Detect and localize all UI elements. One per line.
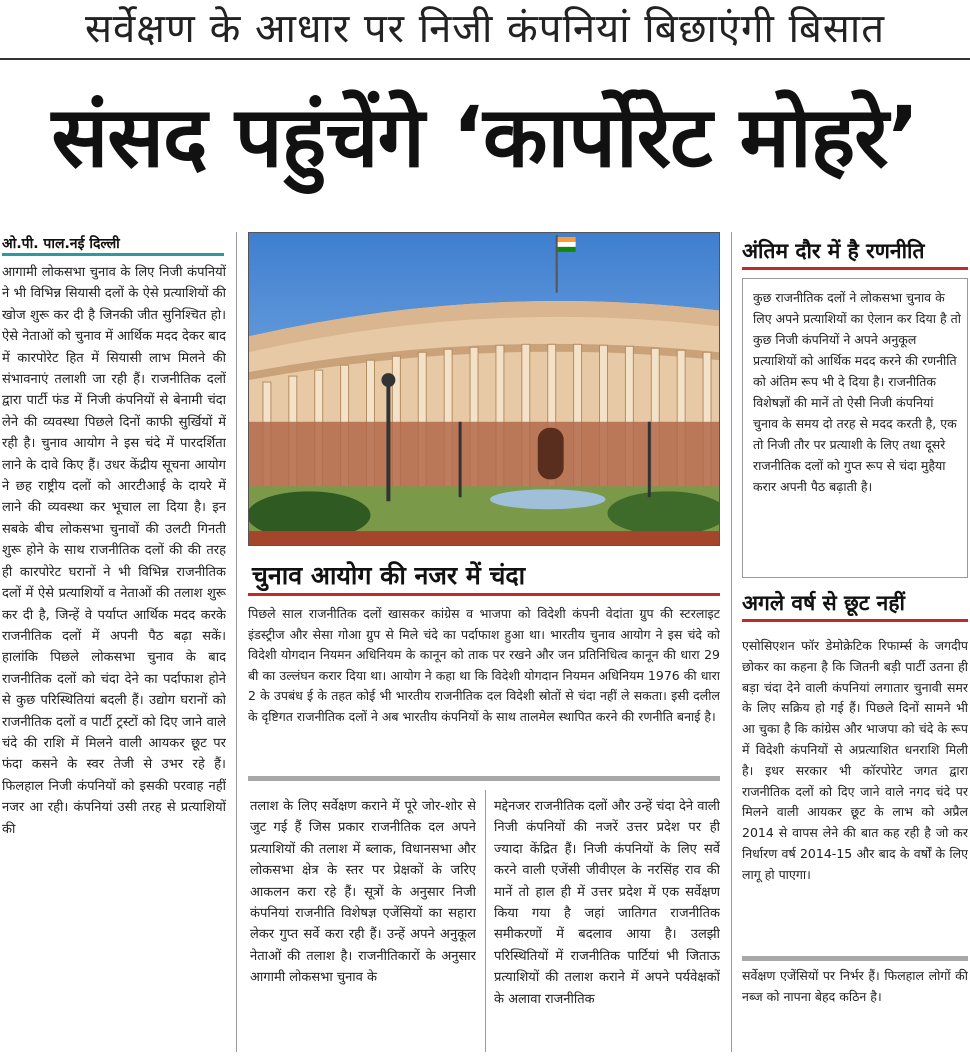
sidebar-text-1: कुछ राजनीतिक दलों ने लोकसभा चुनाव के लिए अपने प्रत्याशियों का ऐलान कर दिया है तो कुछ निजी कंपनियों ने अपने अनुकूल प्रत्याशियों को आर्थिक मदद करने की रणनीति को अंतिम रूप भी दे दिया है। राजनीतिक विशेषज्ञों की मानें तो ऐसी निजी कंपनियां चुनाव के समय दो तरह से मदद करती है, एक तो निजी तौर पर प्रत्याशी के लिए तथा दूसरे राजनीतिक दलों को गुप्त रूप से चंदा मुहैया करार अपनी पैठ बढ़ाती है। [753,290,961,494]
parliament-building-image [249,233,719,545]
column-divider [236,232,237,1052]
main-headline: संसद पहुंचेंगे ‘कार्पोरेट मोहरे’ [51,88,919,186]
kicker-headline: सर्वेक्षण के आधार पर निजी कंपनियां बिछाएंगी बिसात [84,6,886,52]
sidebar-heading-2: अगले वर्ष से छूट नहीं [742,584,968,622]
middle-column-2-text: मद्देनजर राजनीतिक दलों और उन्हें चंदा देने वाली निजी कंपनियों की नजरें उत्तर प्रदेश पर ही ज्यादा केंद्रित हैं। निजी कंपनियों के लिए सर्वे करने वाली एजेंसी जीवीएल के नरसिंह राव की मानें तो हाल ही में उत्तर प्रदेश में एक सर्वेक्षण किया गया है जहां जातिगत राजनीतिक समीकरणों में बदलाव आया है। उलझी परिस्थितियों में राजनीतिक पार्टियां भी जिताऊ प्रत्याशियों की तलाश कराने में अपने पर्यवेक्षकों के अलावा राजनीतिक [494,799,720,1007]
middle-column-1-text: तलाश के लिए सर्वेक्षण कराने में पूरे जोर-शोर से जुट गई हैं जिस प्रकार राजनीतिक दल अपने प्रत्याशियों की तलाश में ब्लाक, विधानसभा और लोकसभा क्षेत्र के स्तर पर प्रेक्षकों के जरिए आकलन करा रहे हैं। सूत्रों के अनुसार निजी कंपनियां राजनीति विशेषज्ञ एजेंसियों का सहारा लेकर गुप्त सर्वे करा रही हैं। उन्हें अपने अनुकूल नेताओं की तलाश है। राजनीतिकारों के अनुसार आगामी लोकसभा चुनाव के [250,799,476,986]
sidebar-text-3: सर्वेक्षण एजेंसियों पर निर्भर हैं। फिलहाल लोगों की नब्ज को नापना बेहद कठिन है। [742,968,968,1004]
column-divider [731,232,732,1052]
sidebar-box-1 [742,278,968,578]
box-text: पिछले साल राजनीतिक दलों खासकर कांग्रेस व भाजपा को विदेशी कंपनी वेदांता ग्रुप की स्टरलाइट इंडस्ट्रीज और सेसा गोआ ग्रुप से मिले चंदे का पर्दाफाश हुआ था। भारतीय चुनाव आयोग ने इस चंदे को विदेशी योगदान नियमन अधिनियम के कानून को ताक पर रखने और जन प्रतिनिधित्व कानून की धारा 29 बी का उल्लंघन करार दिया था। आयोग ने कहा था कि विदेशी योगदान नियमन अधिनियम 1976 की धारा 2 के उपबंध ई के तहत कोई भी भारतीय राजनीतिक दल विदेशी स्रोतों से चंदा नहीं ले सकता। इसी दलील के दृष्टिगत राजनीतिक दलों ने अब भारतीय कंपनियों के साथ तालमेल स्थापित करने की रणनीति बनाई है। [248,606,720,724]
horizontal-rule [742,956,968,961]
column-divider [485,790,486,1052]
parliament-photo [248,232,720,546]
sidebar-heading-1: अंतिम दौर में है रणनीति [742,232,968,270]
byline: ओ.पी. पाल.नई दिल्ली [2,232,224,256]
sidebar-text-2: एसोसिएशन फॉर डेमोक्रेटिक रिफार्म्स के जगदीप छोकर का कहना है कि जितनी बड़ी पार्टी उतना ही बड़ा चंदा देने वाली कंपनियां लगातार चुनावी समर के लिए सक्रिय हो गई हैं। पिछले दिनों सामने भी आ चुका है कि कांग्रेस और भाजपा को चंदे के रूप में विदेशी कंपनियों से अप्रत्याशित धनराशि मिली है। इधर सरकार भी कॉरपोरेट जगत द्वारा राजनीतिक दलों को दिए जाने वाले नगद चंदे पर मिलने वाली आयकर छूट के लाभ को अप्रैल 2014 से वापस लेने की बात कह रही है जो कर निर्धारण वर्ष 2014-15 और बाद के वर्षों के लिए लागू हो पाएगा। [742,638,968,882]
left-column-text: आगामी लोकसभा चुनाव के लिए निजी कंपनियों ने भी विभिन्न सियासी दलों के ऐसे प्रत्याशियों की खोज शुरू कर दी है जिनकी जीत सुनिश्चित हो। ऐसे नेताओं को चुनाव में आर्थिक मदद देकर बाद में कारपोरेट हित में सियासी लाभ मिलने की संभावनाएं तलाशी जा रही हैं। राजनीतिक दलों द्वारा पार्टी फंड में निजी कंपनियों से बेनामी चंदा लेने की व्यवस्था पिछले दिनों काफी सुर्खियों में रही है। चुनाव आयोग ने इस चंदे में पारदर्शिता लाने के दावे किए हैं। उधर केंद्रीय सूचना आयोग ने छह राष्ट्रीय दलों को आरटीआई के दायरे में लाने की व्यवस्था कर भूचाल ला दिया है। इन सबके बीच लोकसभा चुनावों की उलटी गिनती शुरू होने के साथ राजनीतिक दलों की की तरह ही कारपोरेट घरानों ने भी विभिन्न राजनीतिक दलों में ऐसे प्रत्याशियों व नेताओं की तलाश शुरू कर दी है, जिन्हें वे पर्याप्त आर्थिक मदद करके राजनीतिक दलों में अपनी पैठ बढ़ा सकें। हालांकि पिछले लोकसभा चुनाव के बाद राजनीतिक दलों को चंदा देने का पर्दाफाश होने से कुछ परिस्थितियां बदली हैं। उद्योग घरानों को राजनीतिक दलों व पार्टी ट्रस्टों को दिए जाने वाले चंदे की राशि में मिलने वाली आयकर छूट पर फंदा कसने के स्वर तेजी से उभर रहे हैं। फिलहाल निजी कंपनियों को इसकी परवाह नहीं नजर आ रही। कंपनियां उसी तरह से प्रत्याशियों की [2,265,226,837]
box-heading: चुनाव आयोग की नजर में चंदा [248,556,720,596]
top-rule [0,58,970,60]
horizontal-rule [248,776,720,781]
